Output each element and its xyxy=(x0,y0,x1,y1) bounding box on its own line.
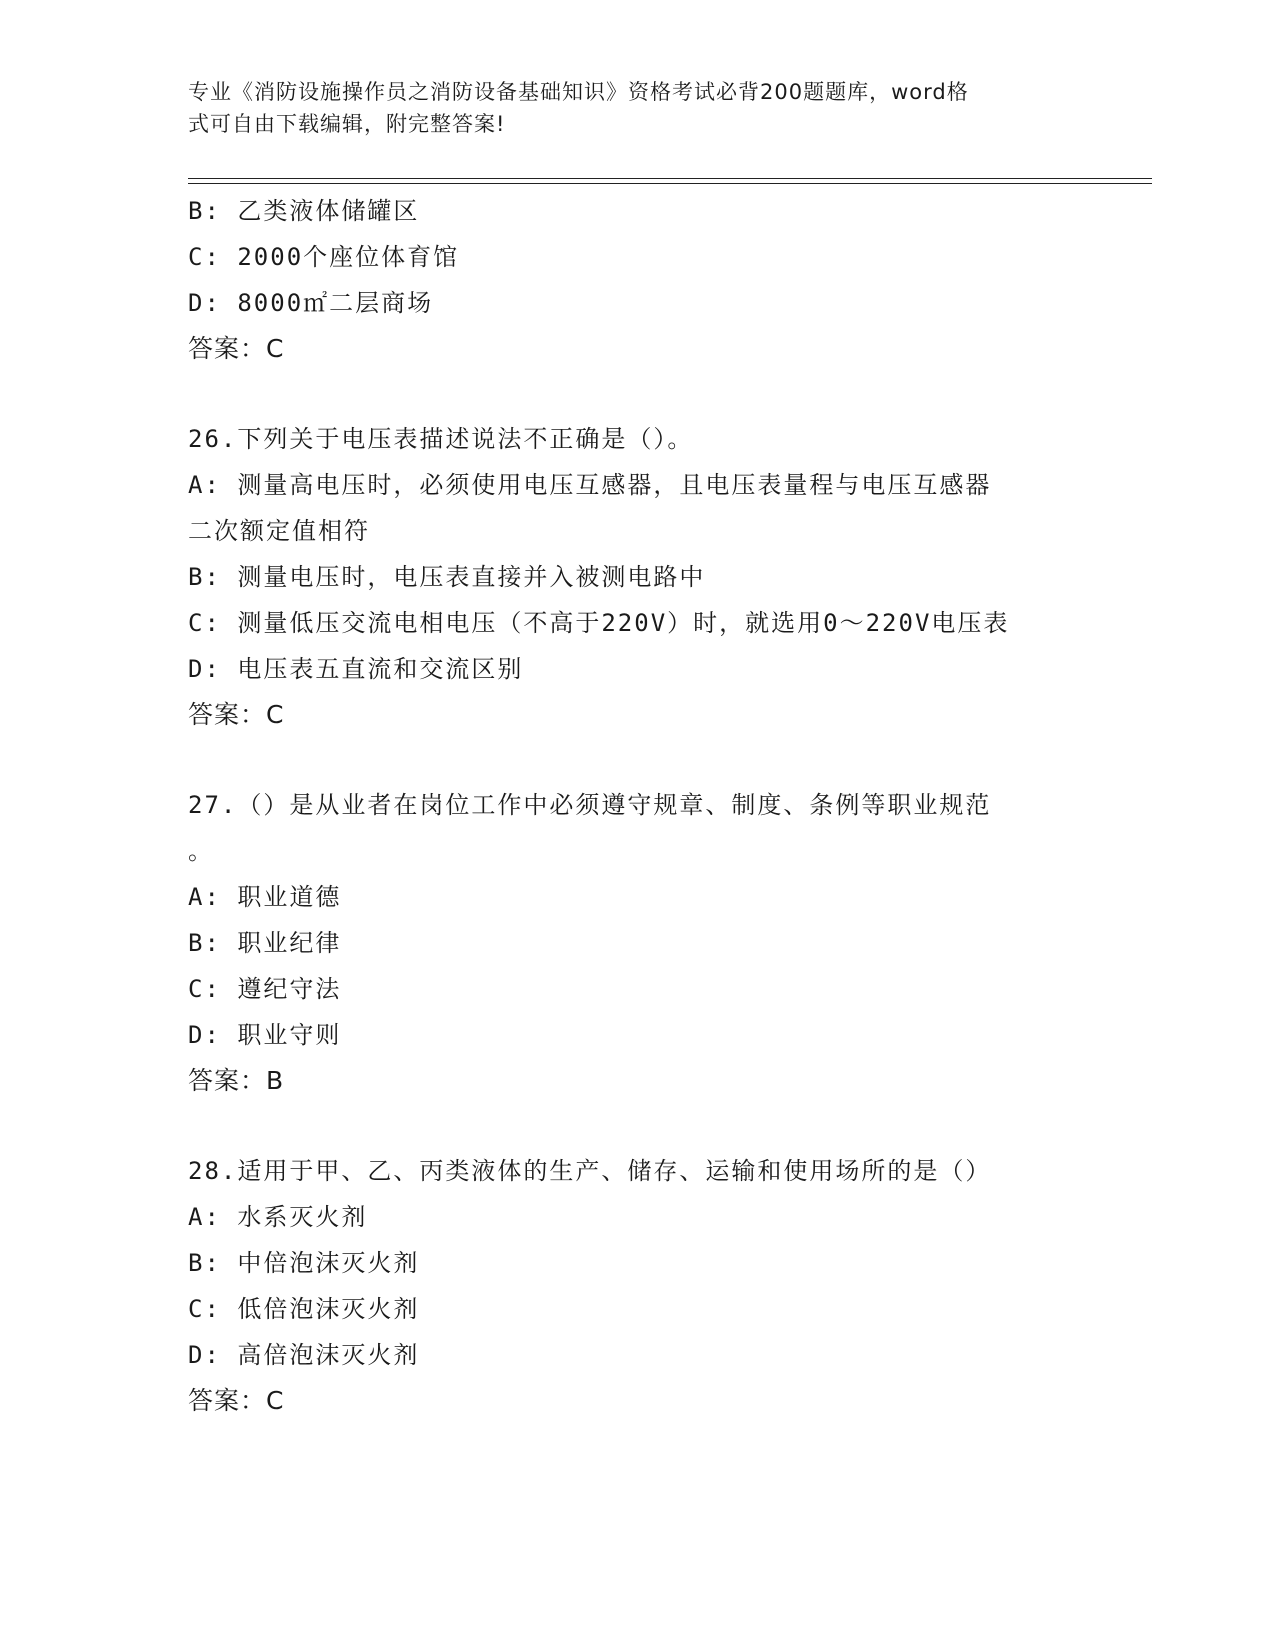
option-a-continued: 二次额定值相符 xyxy=(188,517,370,545)
document-header xyxy=(188,76,1068,140)
option-c: C: 遵纪守法 xyxy=(188,975,342,1003)
option-b: B: 职业纪律 xyxy=(188,929,342,957)
header-line-1: 专业《消防设施操作员之消防设备基础知识》资格考试必背200题题库，word格 xyxy=(188,80,969,104)
option-c: C: 2000个座位体育馆 xyxy=(188,243,460,271)
option-b: B: 测量电压时，电压表直接并入被测电路中 xyxy=(188,563,706,591)
header-divider-bottom xyxy=(188,183,1152,184)
option-a: A: 职业道德 xyxy=(188,883,342,911)
question-block-prev xyxy=(188,188,1088,372)
question-block-26 xyxy=(188,416,1088,738)
option-d: D: 8000㎡二层商场 xyxy=(188,289,434,317)
option-b: B: 中倍泡沫灭火剂 xyxy=(188,1249,420,1277)
question-stem: 28.适用于甲、乙、丙类液体的生产、储存、运输和使用场所的是（） xyxy=(188,1157,992,1185)
option-b: B: 乙类液体储罐区 xyxy=(188,197,420,225)
answer: 答案：C xyxy=(188,700,285,729)
question-stem-continued: 。 xyxy=(188,837,214,865)
option-c: C: 测量低压交流电相电压（不高于220V）时，就选用0～220V电压表 xyxy=(188,609,1010,637)
option-d: D: 电压表五直流和交流区别 xyxy=(188,655,524,683)
option-d: D: 高倍泡沫灭火剂 xyxy=(188,1341,420,1369)
answer: 答案：C xyxy=(188,1386,285,1415)
answer: 答案：B xyxy=(188,1066,285,1095)
header-line-2: 式可自由下载编辑，附完整答案! xyxy=(188,112,506,136)
option-c: C: 低倍泡沫灭火剂 xyxy=(188,1295,420,1323)
answer: 答案：C xyxy=(188,334,285,363)
question-stem: 27.（）是从业者在岗位工作中必须遵守规章、制度、条例等职业规范 xyxy=(188,791,992,819)
header-divider-top xyxy=(188,178,1152,179)
option-a: A: 测量高电压时，必须使用电压互感器，且电压表量程与电压互感器 xyxy=(188,471,992,499)
option-a: A: 水系灭火剂 xyxy=(188,1203,368,1231)
question-list xyxy=(188,188,1088,1424)
option-d: D: 职业守则 xyxy=(188,1021,342,1049)
question-block-28 xyxy=(188,1148,1088,1424)
question-stem: 26.下列关于电压表描述说法不正确是（）。 xyxy=(188,425,694,453)
question-block-27 xyxy=(188,782,1088,1104)
